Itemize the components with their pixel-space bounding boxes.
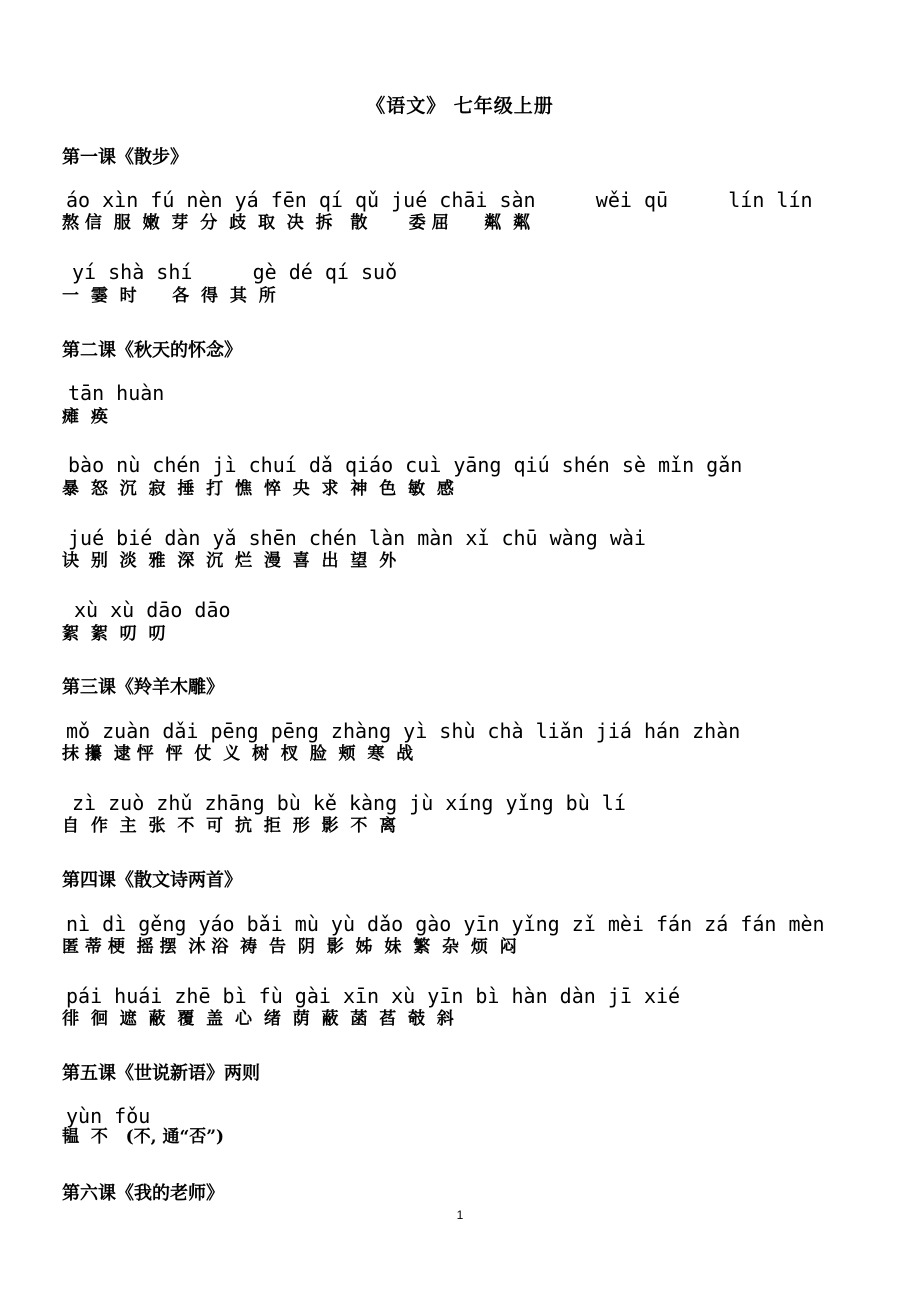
lesson-3-heading: 第三课《羚羊木雕》 — [62, 677, 224, 698]
hanzi-line: 瘫 痪 — [62, 407, 108, 427]
lesson-4-heading: 第四课《散文诗两首》 — [62, 870, 242, 891]
hanzi-line: 熬 信 服 嫩 芽 分 歧 取 决 拆 散 委 屈 粼 粼 — [62, 213, 531, 233]
hanzi-line: 絮 絮 叨 叨 — [62, 624, 166, 644]
lesson-1-heading: 第一课《散步》 — [62, 147, 188, 168]
hanzi-line: 暴 怒 沉 寂 捶 打 憔 悴 央 求 神 色 敏 感 — [62, 479, 454, 499]
pinyin-line: nì dì gěng yáo bǎi mù yù dǎo gào yīn yǐng zǐ mèi fán zá fán mèn — [66, 912, 825, 936]
page-number: 1 — [456, 1208, 464, 1222]
hanzi-line: 一 霎 时 各 得 其 所 — [62, 286, 276, 306]
pinyin-line: yùn fǒu — [66, 1104, 151, 1128]
pinyin-line: zì zuò zhǔ zhāng bù kě kàng jù xíng yǐng bù lí — [72, 791, 626, 815]
document-title: 《语文》 七年级上册 — [366, 95, 554, 117]
hanzi-line: 匿 蒂 梗 摇 摆 沐 浴 祷 告 阴 影 姊 妹 繁 杂 烦 闷 — [62, 937, 517, 957]
lesson-6-heading: 第六课《我的老师》 — [62, 1183, 224, 1204]
lesson-5-heading: 第五课《世说新语》两则 — [62, 1063, 260, 1084]
pinyin-line: mǒ zuàn dǎi pēng pēng zhàng yì shù chà liǎn jiá hán zhàn — [66, 719, 741, 743]
pinyin-line: jué bié dàn yǎ shēn chén làn màn xǐ chū wàng wài — [68, 526, 646, 550]
pinyin-line: tān huàn — [68, 381, 165, 405]
hanzi-line: 自 作 主 张 不 可 抗 拒 形 影 不 离 — [62, 816, 397, 836]
hanzi-line: 韫 不 (不, 通“否”) — [62, 1127, 225, 1147]
lesson-2-heading: 第二课《秋天的怀念》 — [62, 340, 242, 361]
hanzi-line: 抹 攥 逮 怦 怦 仗 义 树 杈 脸 颊 寒 战 — [62, 744, 414, 764]
hanzi-line: 徘 徊 遮 蔽 覆 盖 心 绪 荫 蔽 菡 萏 攲 斜 — [62, 1009, 454, 1029]
pinyin-line: pái huái zhē bì fù gài xīn xù yīn bì hàn dàn jī xié — [66, 984, 681, 1008]
hanzi-line: 诀 别 淡 雅 深 沉 烂 漫 喜 出 望 外 — [62, 551, 397, 571]
pinyin-line: bào nù chén jì chuí dǎ qiáo cuì yāng qiú shén sè mǐn gǎn — [68, 453, 743, 477]
pinyin-line: yí shà shí gè dé qí suǒ — [72, 260, 398, 284]
pinyin-line: áo xìn fú nèn yá fēn qí qǔ jué chāi sàn wěi qū lín lín — [66, 188, 813, 212]
pinyin-line: xù xù dāo dāo — [74, 598, 231, 622]
